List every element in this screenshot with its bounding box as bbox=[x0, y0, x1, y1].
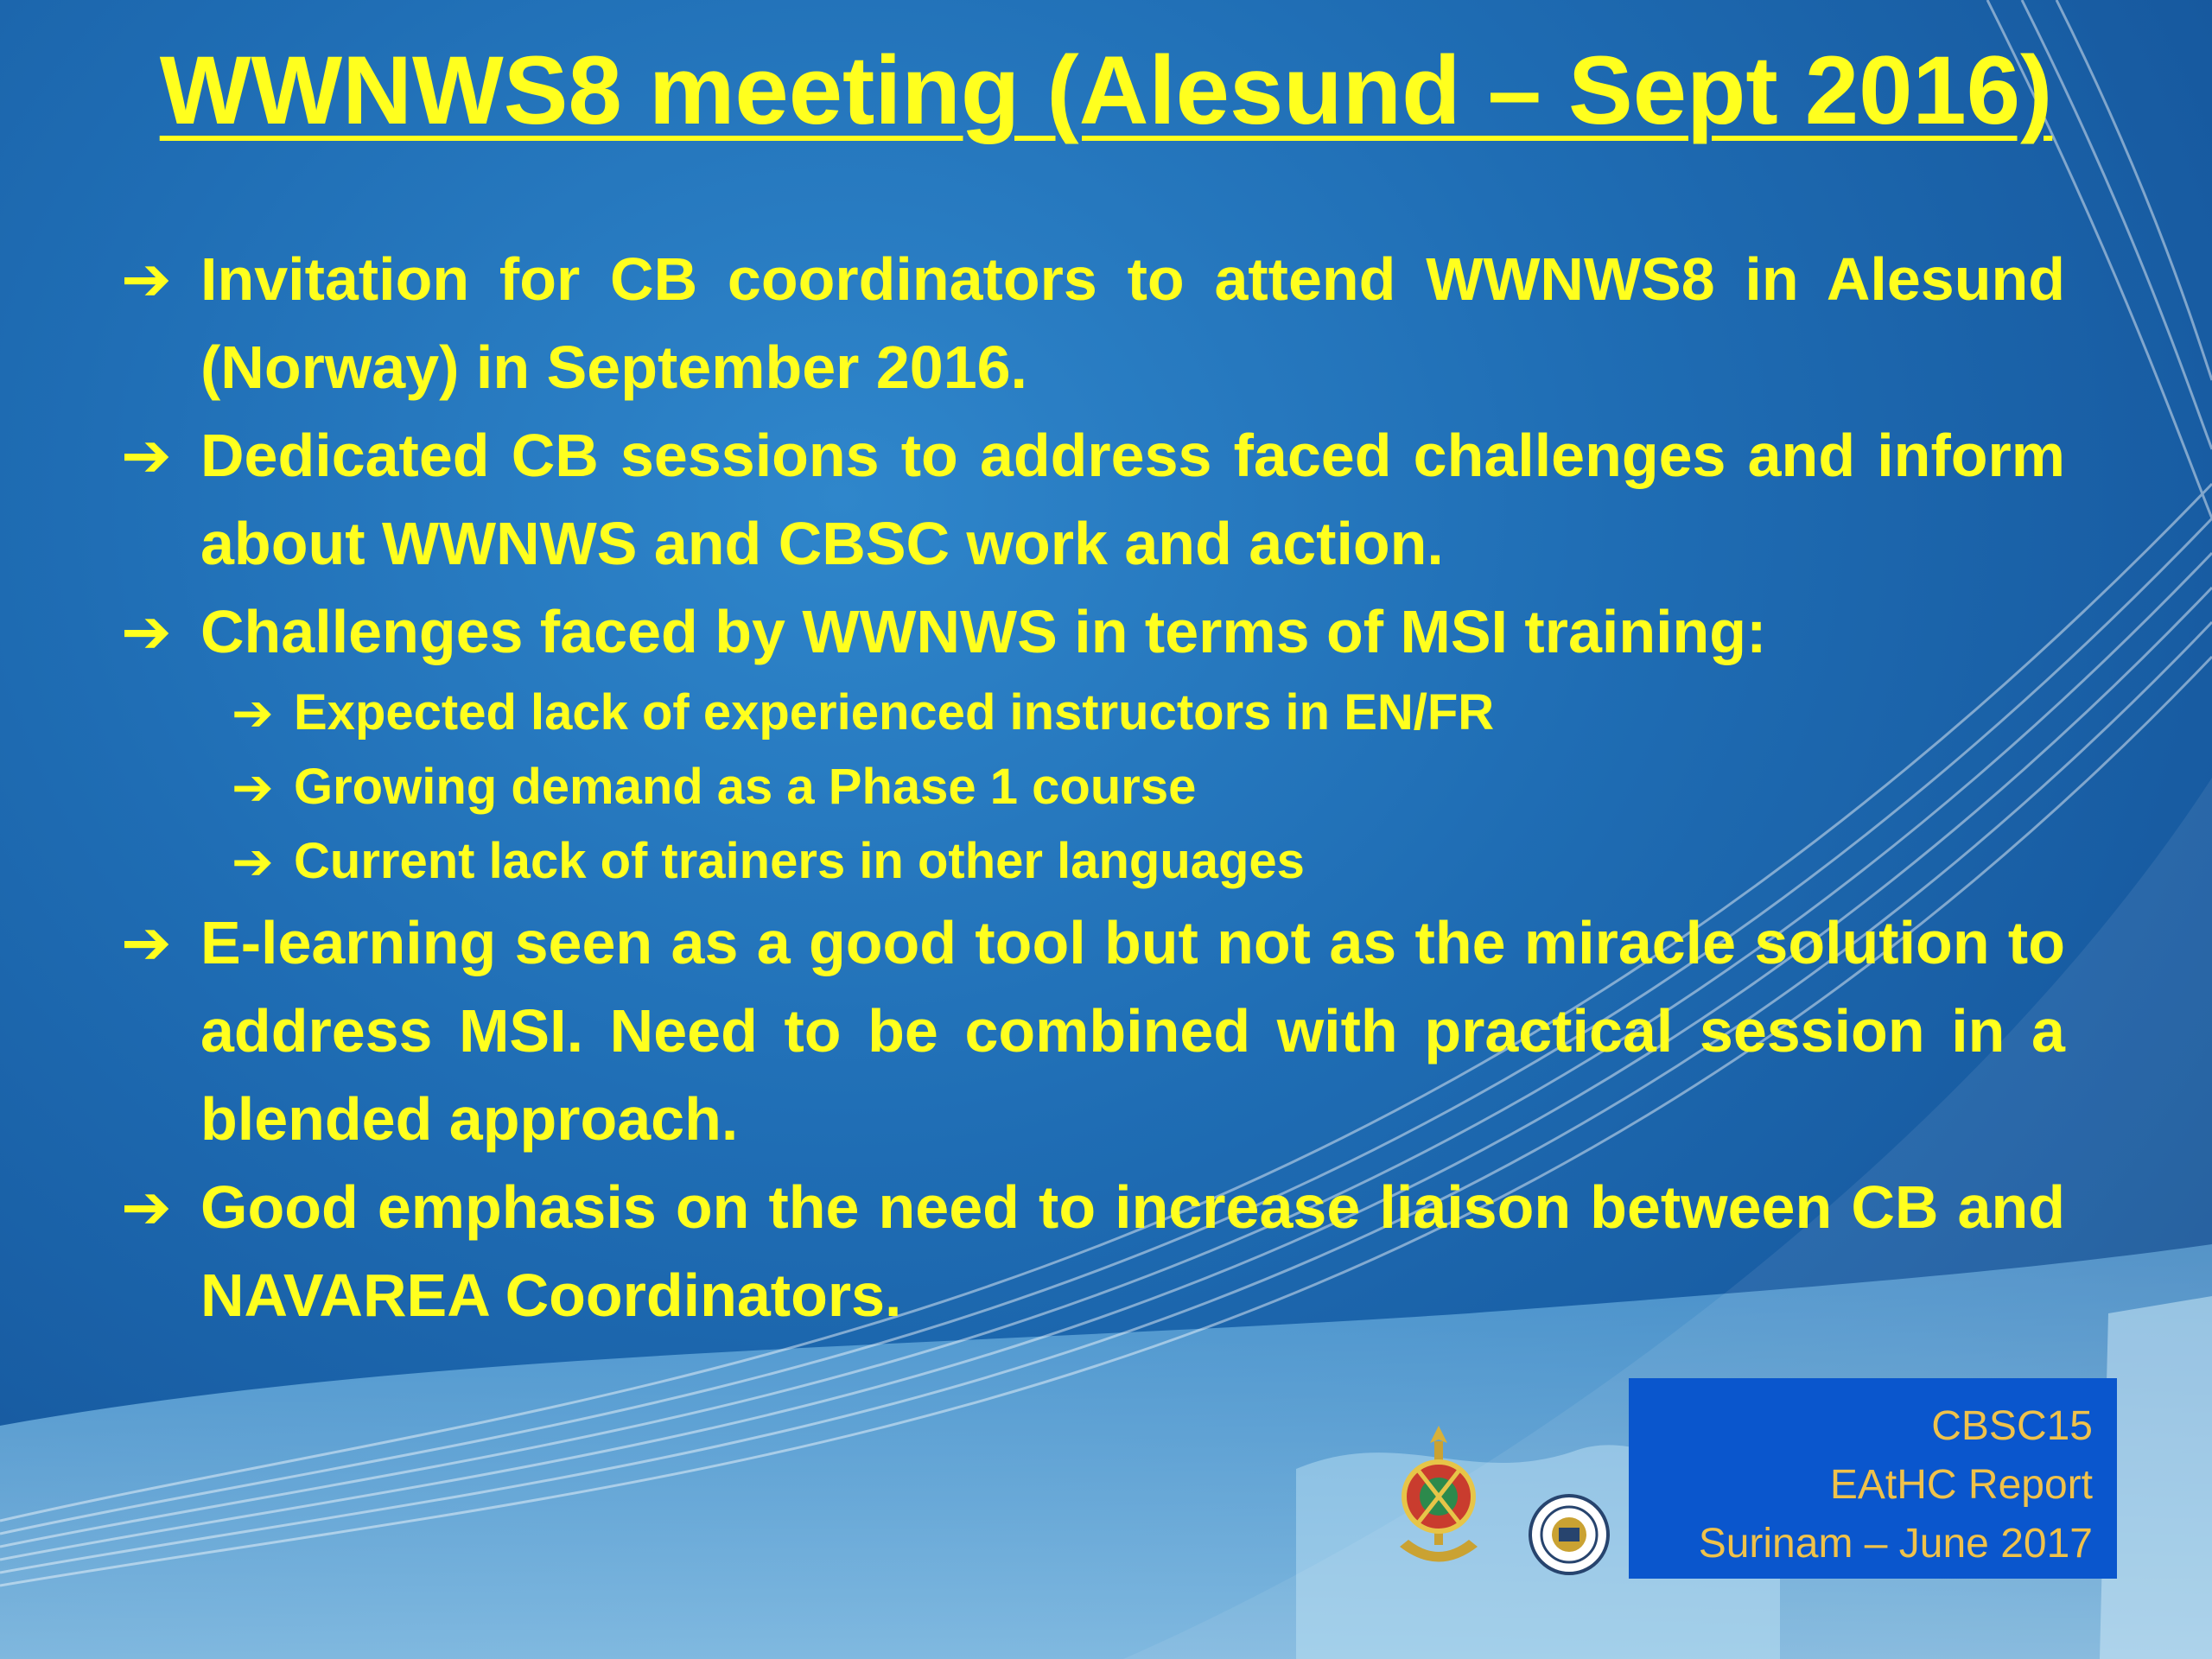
ihe-emblem-icon bbox=[1382, 1417, 1495, 1573]
arrow-icon: ➔ bbox=[121, 420, 172, 491]
bullet-text: Invitation for CB coordinators to attend WWNWS8 in Alesund (Norway) in September 2016. bbox=[200, 245, 2065, 401]
sub-bullet-text: Current lack of trainers in other languages bbox=[294, 833, 1305, 889]
sub-bullet-text: Growing demand as a Phase 1 course bbox=[294, 759, 1197, 815]
arrow-icon: ➔ bbox=[121, 244, 172, 315]
meeting-info-box bbox=[1629, 1378, 2117, 1579]
arrow-icon: ➔ bbox=[121, 1172, 172, 1243]
sub-bullet-text: Expected lack of experienced instructors in EN/FR bbox=[294, 684, 1495, 741]
sub-bullet-item bbox=[232, 676, 2065, 750]
bullet-text: E-learning seen as a good tool but not as the miracle solution to address MSI. Need to be combined with practical session in a blended approach. bbox=[200, 909, 2065, 1153]
iho-seal-icon bbox=[1528, 1493, 1611, 1576]
bullet-item bbox=[121, 1163, 2065, 1339]
slide-title: WWNWS8 meeting (Alesund – Sept 2016) bbox=[159, 36, 2053, 144]
arrow-icon: ➔ bbox=[121, 596, 172, 667]
bullet-item bbox=[121, 411, 2065, 588]
bullet-text: Challenges faced by WWNWS in terms of MSI training: bbox=[200, 598, 1767, 665]
meeting-location-date: Surinam – June 2017 bbox=[1698, 1521, 2093, 1567]
bullet-list bbox=[121, 235, 2065, 1339]
sub-bullet-item bbox=[232, 750, 2065, 824]
sub-bullet-item bbox=[232, 824, 2065, 899]
bullet-item bbox=[121, 235, 2065, 411]
meeting-name: CBSC15 bbox=[1931, 1403, 2093, 1449]
arrow-icon: ➔ bbox=[232, 832, 274, 891]
bullet-text: Dedicated CB sessions to address faced challenges and inform about WWNWS and CBSC work and action. bbox=[200, 422, 2065, 577]
bullet-item bbox=[121, 588, 2065, 676]
bullet-item bbox=[121, 899, 2065, 1163]
bullet-text: Good emphasis on the need to increase liaison between CB and NAVAREA Coordinators. bbox=[200, 1173, 2065, 1329]
report-name: EAtHC Report bbox=[1829, 1462, 2093, 1508]
arrow-icon: ➔ bbox=[121, 907, 172, 978]
arrow-icon: ➔ bbox=[232, 758, 274, 817]
arrow-icon: ➔ bbox=[232, 683, 274, 742]
